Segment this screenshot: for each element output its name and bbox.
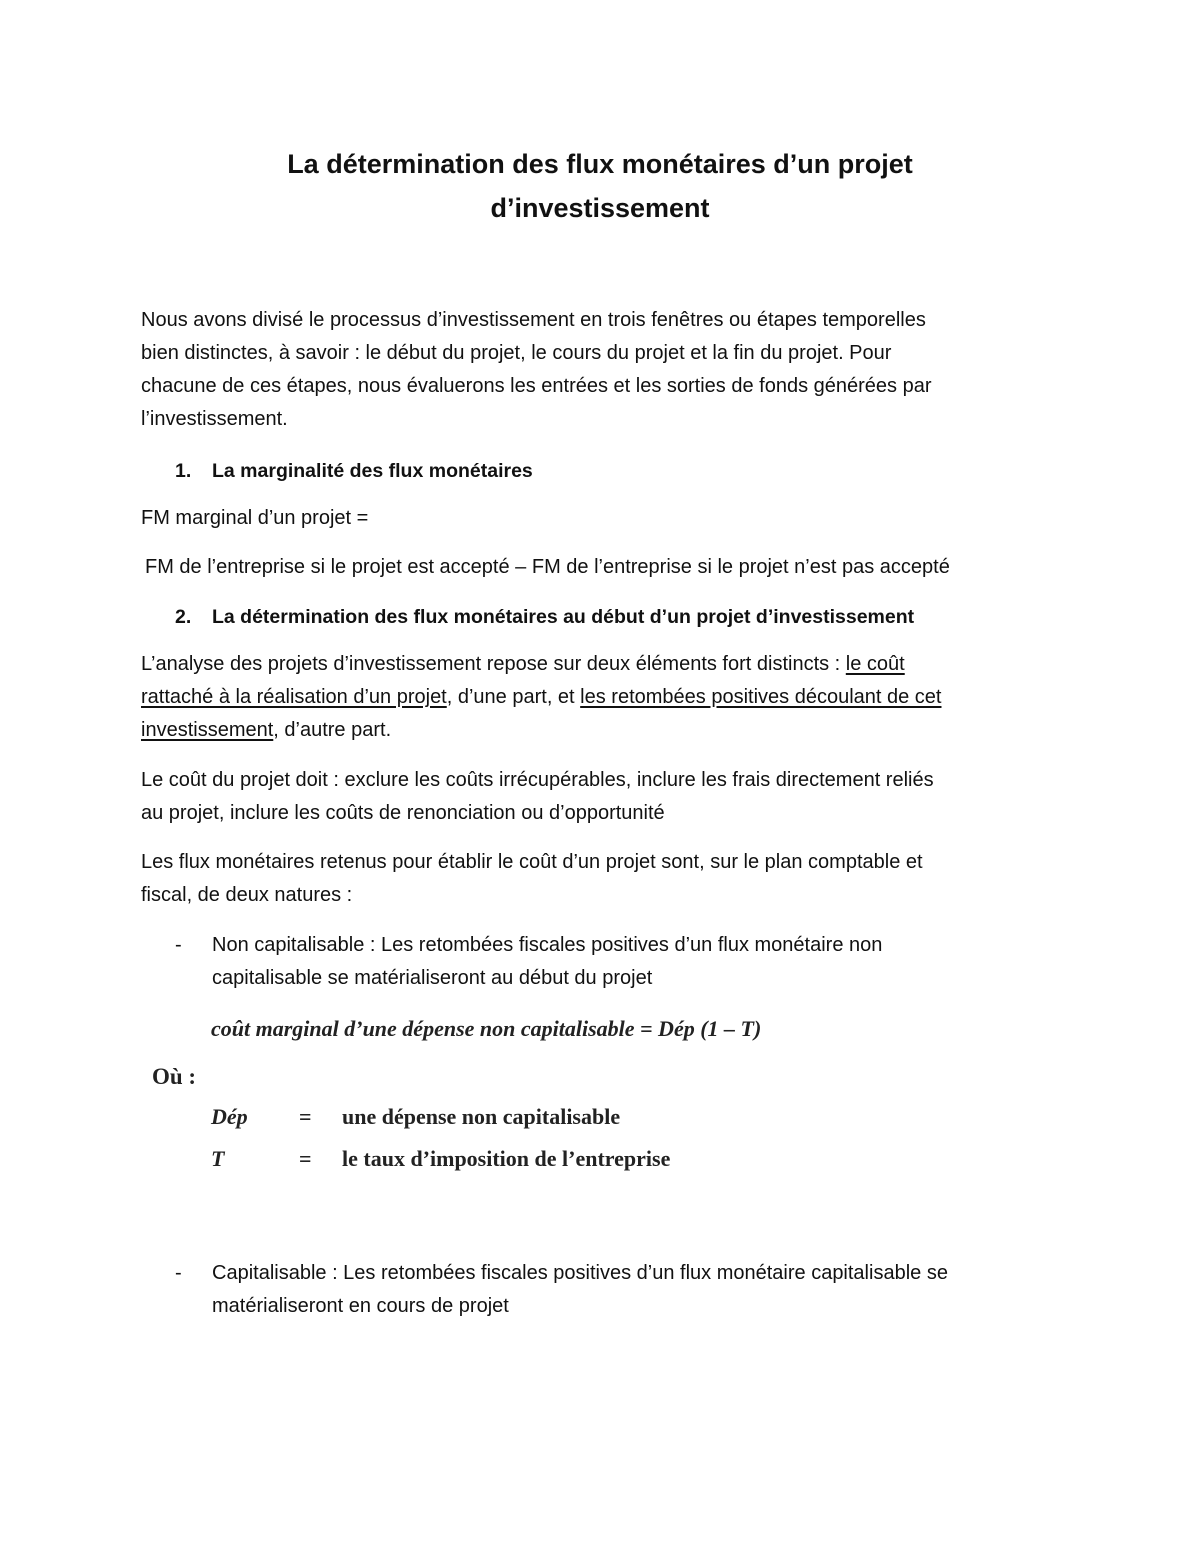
intro-paragraph [141, 304, 1071, 436]
cost-paragraph [141, 764, 1071, 830]
definition-row [211, 1104, 911, 1140]
section-title: La détermination des flux monétaires au début d’un projet d’investissement [212, 606, 915, 628]
section-title: La marginalité des flux monétaires [212, 460, 533, 482]
section-number: 2. [175, 606, 192, 628]
title-line-2: d’investissement [490, 193, 710, 223]
definition-equals: = [299, 1104, 312, 1129]
section-1-heading [175, 456, 1075, 486]
list-item-capitalisable [175, 1257, 1075, 1323]
intro-line: l’investissement. [141, 408, 288, 430]
intro-line: bien distinctes, à savoir : le début du projet, le cours du projet et la fin du projet. Pour [141, 342, 892, 364]
list-item-line: capitalisable se matérialiseront au début du projet [212, 967, 653, 989]
definition-symbol: T [211, 1146, 225, 1171]
underlined-text: investissement [141, 719, 274, 741]
analysis-text: , d’une part, et [446, 686, 581, 708]
analysis-line [141, 714, 1071, 747]
list-item-non-capitalisable [175, 929, 1075, 995]
analysis-line [141, 681, 1071, 714]
list-dash: - [175, 934, 182, 956]
underlined-text: rattaché à la réalisation d’un projet [141, 686, 447, 708]
list-dash: - [175, 1262, 182, 1284]
where-label: Où : [152, 1064, 197, 1089]
underlined-text: le coût [845, 653, 905, 675]
list-item-line: Non capitalisable : Les retombées fiscales positives d’un flux monétaire non [212, 934, 883, 956]
title-line-1: La détermination des flux monétaires d’un projet [287, 149, 913, 179]
definition-row [211, 1146, 911, 1182]
analysis-text: , d’autre part. [273, 719, 392, 741]
definition-description: une dépense non capitalisable [342, 1104, 621, 1129]
definition-symbol: Dép [211, 1104, 248, 1129]
flows-line: fiscal, de deux natures : [141, 884, 353, 906]
cost-line: au projet, inclure les coûts de renonciation ou d’opportunité [141, 802, 665, 824]
definition-equals: = [299, 1146, 312, 1171]
cost-line: Le coût du projet doit : exclure les coûts irrécupérables, inclure les frais directement reliés [141, 769, 934, 791]
section-number: 1. [175, 460, 192, 482]
intro-line: chacune de ces étapes, nous évaluerons les entrées et les sorties de fonds générées par [141, 375, 932, 397]
definition-description: le taux d’imposition de l’entreprise [342, 1146, 671, 1171]
marginal-fm-label: FM marginal d’un projet = [141, 507, 369, 529]
flows-paragraph [141, 846, 1071, 912]
list-item-line: Capitalisable : Les retombées fiscales positives d’un flux monétaire capitalisable se [212, 1262, 948, 1284]
flows-line: Les flux monétaires retenus pour établir le coût d’un projet sont, sur le plan comptable et [141, 851, 923, 873]
section-2-heading [175, 602, 1075, 632]
analysis-paragraph [141, 648, 1071, 747]
list-item-line: matérialiseront en cours de projet [212, 1295, 509, 1317]
document-title [140, 142, 1060, 230]
analysis-text: L’analyse des projets d’investissement repose sur deux éléments fort distincts : [141, 653, 846, 675]
underlined-text: les retombées positives découlant de cet [580, 686, 942, 708]
analysis-line [141, 648, 1071, 681]
marginal-fm-formula: FM de l’entreprise si le projet est accepté – FM de l’entreprise si le projet n’est pas accepté [145, 556, 950, 578]
intro-line: Nous avons divisé le processus d’investissement en trois fenêtres ou étapes temporelles [141, 309, 926, 331]
marginal-cost-formula: coût marginal d’une dépense non capitalisable = Dép (1 – T) [211, 1016, 762, 1041]
